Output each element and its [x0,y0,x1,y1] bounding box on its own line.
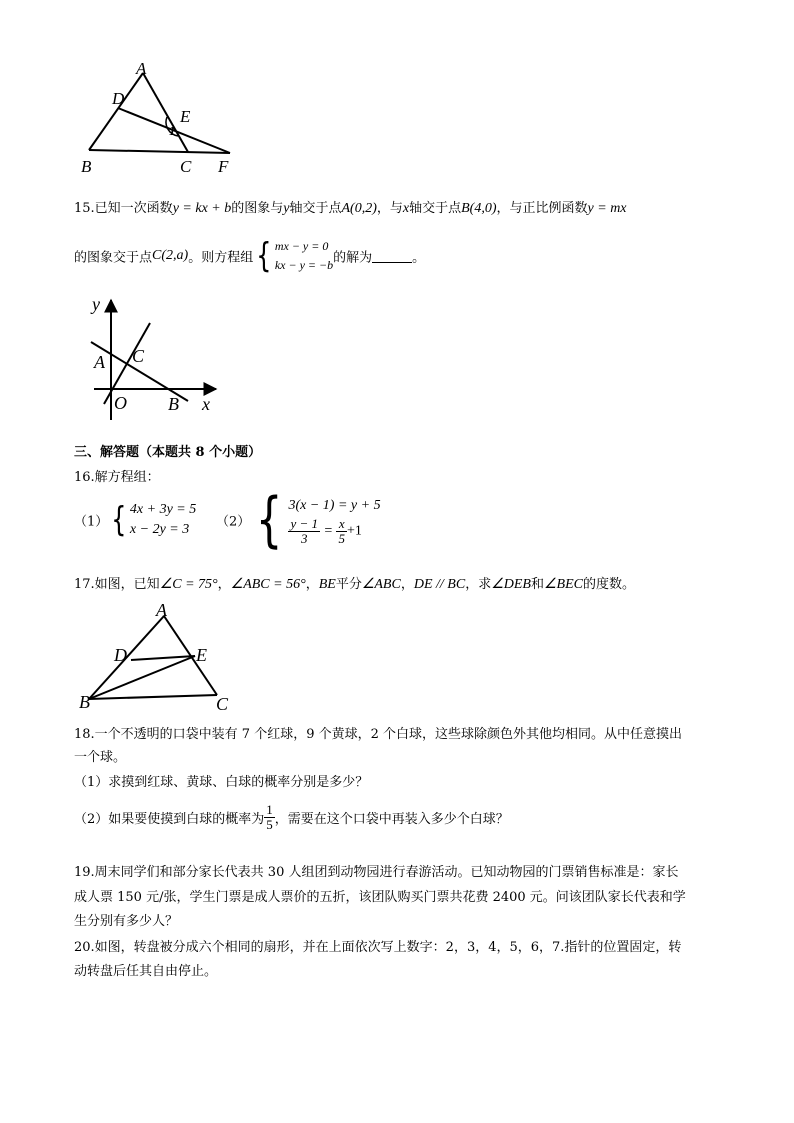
point-b: B(4,0) [461,201,497,216]
segment-be [89,656,195,699]
label-y: y [92,294,100,314]
text: 。则方程组 [188,250,254,266]
question-18-line-2: 一个球。 [74,750,127,765]
numerator: x [336,517,347,532]
label-o: O [114,393,127,413]
question-17 [74,573,635,593]
numerator: y − 1 [290,515,319,531]
label-x: x [202,394,210,414]
text: 17.如图，已知 [74,577,160,592]
equation-1: 4x + 3y = 5 [129,502,197,517]
condition: ∠ABC = 56° [230,577,306,592]
brace-icon: { [256,485,283,555]
equation-linear: y = kx + b [172,201,232,216]
figure-triangle-q17 [76,598,246,716]
part-label: （2） [216,514,251,530]
text: ， [305,577,319,592]
question-20-line-2: 动转盘后任其自由停止。 [74,964,218,979]
condition: ∠C = 75° [159,577,218,592]
text: （2）如果要使摸到白球的概率为 [74,812,265,827]
text: ，需要在这个口袋中再装入多少个白球？ [274,812,509,827]
question-16-part-2 [216,485,381,555]
text: ， [400,577,414,592]
segment-bc [89,695,217,699]
label-b: B [81,157,92,176]
equation-system [288,495,380,546]
denominator: 5 [338,530,345,546]
angle: ∠ABC [361,577,401,592]
brace-icon: { [256,236,272,276]
label-d: D [114,645,127,665]
equation-system [275,237,333,275]
text: 。 [412,250,426,266]
equation-1: mx − y = 0 [274,239,329,253]
figure-graph-q15 [86,292,226,424]
label-f: F [218,157,229,176]
equation-2: kx − y = −b [274,258,334,272]
point-a: A(0,2) [341,201,377,216]
figure-triangle-q14 [78,60,248,178]
question-19-line-1: 19.周末同学们和部分家长代表共 30 人组团到动物园进行春游活动。已知动物园的门票销售标准是：家长 [74,865,679,880]
text: +1 [346,523,362,539]
angle: ∠DEB [491,577,531,592]
label-e: E [180,107,191,126]
label-b: B [168,394,179,414]
question-20-line-1: 20.如图，转盘被分成六个相同的扇形，并在上面依次写上数字：2，3，4，5，6，7.指针的位置固定，转 [74,940,682,955]
equation-proportional: y = mx [587,201,627,216]
equation-2: x − 2y = 3 [129,522,190,537]
label-c: C [180,157,192,176]
label-a: A [94,352,105,372]
label-a: A [156,600,167,620]
question-18-sub-2 [74,803,509,832]
numerator: 1 [266,802,273,817]
segment: BE [318,577,336,592]
question-15-line-2 [74,237,425,275]
var-x: x [402,201,410,216]
part-label: （1） [74,514,109,530]
question-15-line-1 [74,197,627,217]
denominator: 3 [300,530,308,546]
label-e: E [196,645,207,665]
label-a: A [136,60,147,78]
question-16-part-1 [74,500,196,540]
text: ，与正比例函数 [496,201,588,216]
label-b: B [79,692,90,712]
equation-system [130,500,196,540]
text: 的图象与 [231,201,284,216]
question-19-line-2: 成人票 150 元/张，学生门票是成人票价的五折，该团队购买门票共花费 2400 元。问该团队家长代表和学 [74,890,686,905]
label-d: D [112,89,125,108]
text: 轴交于点 [289,201,342,216]
segment-ab [89,73,143,150]
label-angle-1: 1 [169,123,176,138]
label-c: C [132,346,145,366]
fraction [336,517,347,546]
text: ，与 [376,201,403,216]
brace-icon: { [111,500,127,540]
answer-blank [372,250,412,263]
text: 轴交于点 [409,201,462,216]
text: ， [217,577,231,592]
label-c: C [216,694,229,714]
section-title: 三、解答题（本题共 8 个小题） [74,445,262,460]
var-y: y [283,201,290,216]
question-19-line-3: 生分别有多少人？ [74,914,179,929]
fraction [264,803,275,832]
text: 15.已知一次函数 [74,201,173,216]
segment-bf [89,150,230,153]
text: 的图象交于点 [74,250,153,266]
point-c: C(2,a) [152,248,189,263]
question-16-title: 16.解方程组： [74,470,160,485]
condition: DE // BC [413,577,466,592]
fraction [288,517,320,546]
text: 的解为 [333,250,373,266]
denominator: 5 [266,817,273,832]
angle: ∠BEC [543,577,583,592]
text: 平分 [335,577,362,592]
equals-sign: = [323,523,333,539]
text: ，求 [465,577,492,592]
equation-1: 3(x − 1) = y + 5 [288,497,381,513]
question-18-sub-1: （1）求摸到红球、黄球、白球的概率分别是多少？ [74,775,369,790]
question-18-line-1: 18.一个不透明的口袋中装有 7 个红球，9 个黄球，2 个白球，这些球除颜色外其他均相同。从中任意摸出 [74,727,683,742]
text: 的度数。 [582,577,635,592]
text: 和 [530,577,544,592]
